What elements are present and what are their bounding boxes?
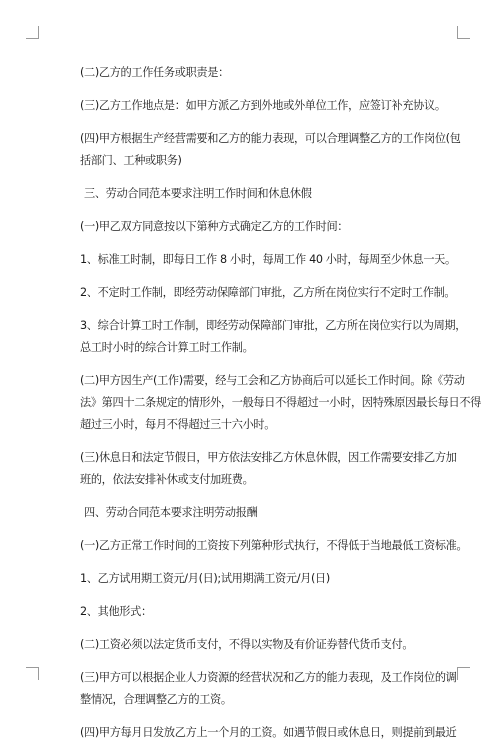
crop-mark-bottom-right (457, 667, 470, 680)
paragraph (80, 216, 430, 238)
paragraph (80, 370, 481, 436)
paragraph (80, 535, 468, 557)
paragraph-line: (二)乙方的工作任务或职责是： (80, 66, 229, 79)
paragraph (80, 183, 430, 205)
paragraph (80, 568, 430, 590)
paragraph (80, 634, 430, 656)
paragraph-line: 1、乙方试用期工资元/月(日);试用期满工资元/月(日) (80, 572, 330, 585)
crop-mark-top-right (457, 26, 470, 39)
paragraph-line: 2、其他形式： (80, 605, 152, 618)
paragraph-line: (二)甲方因生产(工作)需要，经与工会和乙方协商后可以延长工作时间。除《劳动 (80, 374, 465, 387)
paragraph (80, 601, 430, 623)
paragraph-line: (四)甲方每月日发放乙方上一个月的工资。如遇节假日或休息日，则提前到最近 (80, 726, 457, 739)
paragraph-line: (二)工资必须以法定货币支付，不得以实物及有价证券替代货币支付。 (80, 638, 414, 651)
paragraph-line: 总工时小时的综合计算工时工作制。 (80, 341, 254, 354)
paragraph-line: (一)甲乙双方同意按以下第种方式确定乙方的工作时间： (80, 220, 349, 233)
paragraph-line: (一)乙方正常工作时间的工资按下列第种形式执行，不得低于当地最低工资标准。 (80, 539, 468, 552)
paragraph (80, 502, 430, 524)
paragraph (80, 249, 456, 271)
paragraph-line: (四)甲方根据生产经营需要和乙方的能力表现，可以合理调整乙方的工作岗位(包 (80, 132, 461, 145)
paragraph-line: (三)休息日和法定节假日，甲方依法安排乙方休息休假，因工作需要安排乙方加 (80, 451, 457, 464)
crop-mark-top-left (26, 26, 39, 39)
paragraph-line: 三、劳动合同范本要求注明工作时间和休息休假 (84, 187, 312, 200)
paragraph (80, 95, 446, 117)
paragraph (80, 282, 456, 304)
paragraph-line: 3、综合计算工时工作制，即经劳动保障部门审批，乙方所在岗位实行以为周期， (80, 319, 467, 332)
paragraph-line: 超过三小时，每月不得超过三十六小时。 (80, 418, 276, 431)
paragraph (80, 722, 457, 744)
paragraph-line: 1、标准工时制，即每日工作 8 小时，每周工作 40 小时，每周至少休息一天。 (80, 253, 456, 266)
crop-mark-bottom-left (26, 667, 39, 680)
paragraph (80, 447, 457, 491)
paragraph (80, 667, 457, 711)
paragraph (80, 315, 467, 359)
paragraph-line: 整情况，合理调整乙方的工资。 (80, 693, 232, 706)
paragraph-line: 班的，依法安排补休或支付加班费。 (80, 473, 254, 486)
paragraph-line: 括部门、工种或职务) (80, 154, 182, 167)
paragraph-line: (三)乙方工作地点是：如甲方派乙方到外地或外单位工作，应签订补充协议。 (80, 99, 446, 112)
paragraph-line: (三)甲方可以根据企业人力资源的经营状况和乙方的能力表现，及工作岗位的调 (80, 671, 457, 684)
paragraph (80, 128, 461, 172)
document-body (80, 62, 481, 744)
paragraph-line: 2、不定时工作制，即经劳动保障部门审批，乙方所在岗位实行不定时工作制。 (80, 286, 456, 299)
paragraph-line: 四、劳动合同范本要求注明劳动报酬 (84, 506, 258, 519)
paragraph (80, 62, 430, 84)
paragraph-line: 法》第四十二条规定的情形外，一般每日不得超过一小时，因特殊原因最长每日不得 (80, 396, 481, 409)
